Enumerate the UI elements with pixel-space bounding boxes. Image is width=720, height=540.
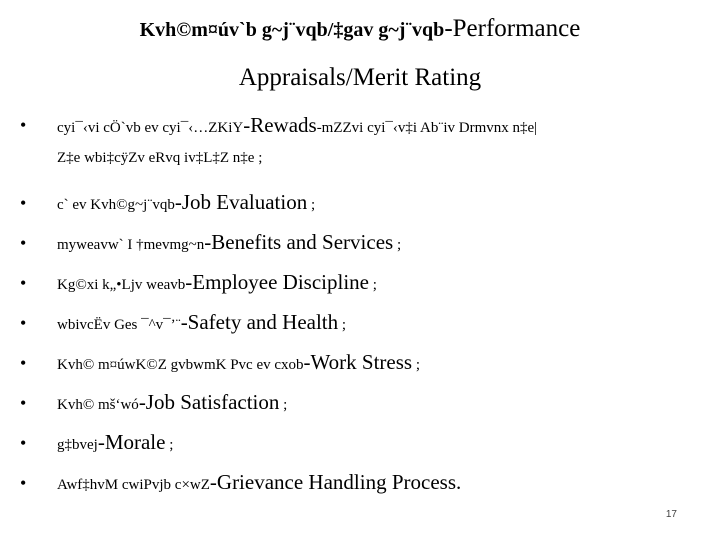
- item-bengali: Kvh© m¤úwK©Z gvbwmK Pvc ev cxob: [57, 356, 304, 373]
- item-english: -Job Evaluation: [174, 189, 308, 214]
- item-english: -Employee Discipline: [185, 269, 369, 294]
- list-item: [12, 183, 702, 223]
- bullet-list: [12, 110, 702, 503]
- item-english: -Grievance Handling Process.: [209, 469, 462, 494]
- item-english: -Safety and Health: [180, 309, 339, 334]
- bullet-icon: •: [20, 473, 27, 493]
- bullet-icon: •: [20, 233, 27, 253]
- item-bengali: c` ev Kvh©g~j¨vqb: [57, 196, 175, 213]
- bullet-icon: •: [20, 273, 27, 293]
- item-english: -Morale: [97, 429, 166, 454]
- item-bengali: cyi¯‹vi cÖ`vb ev cyi¯‹…ZKiY: [57, 120, 244, 136]
- item-bengali-cont: -mZZvi cyi¯‹v‡i Ab¨iv Drmvnx n‡e|: [316, 120, 538, 136]
- item-english: -Benefits and Services: [204, 229, 394, 254]
- item-end: ;: [307, 196, 316, 213]
- item-bengali: Kg©xi k„•Ljv weavb: [57, 276, 186, 293]
- item-end: ;: [412, 356, 421, 373]
- page-number: 17: [665, 509, 677, 520]
- list-item: [12, 423, 702, 463]
- title-bengali: Kvh©m¤úv`b g~j¨vqb/‡gav g~j¨vqb: [139, 19, 445, 41]
- list-item: [12, 383, 702, 423]
- item-bengali: myweavw` I †mevmg~n: [57, 236, 205, 253]
- title-english-part2: Appraisals/Merit Rating: [238, 64, 482, 91]
- bullet-icon: •: [20, 115, 27, 135]
- item-bengali: Kvh© mš‘wó: [57, 396, 139, 413]
- item-bengali: Awf‡hvM cwiPvjb c×wZ: [57, 476, 210, 493]
- item-english: -Rewads: [243, 113, 317, 137]
- list-item: [12, 110, 702, 173]
- item-end: ;: [369, 276, 377, 293]
- item-end: ;: [279, 396, 288, 413]
- list-item: [12, 223, 702, 263]
- bullet-icon: •: [20, 313, 27, 333]
- item-bengali: g‡bvej: [57, 436, 98, 453]
- item-end: ;: [393, 236, 402, 253]
- bullet-icon: •: [20, 433, 27, 453]
- title-english-part1: -Performance: [444, 15, 581, 42]
- list-item: [12, 463, 702, 503]
- item-bengali: wbivcËv Ges ¯^v¯’¨: [57, 316, 181, 333]
- item-english: -Work Stress: [303, 349, 413, 374]
- item-english: -Job Satisfaction: [138, 389, 280, 414]
- list-item: [12, 303, 702, 343]
- list-item: [12, 343, 702, 383]
- item-bengali-line2: Z‡e wbi‡cÿZv eRvq iv‡L‡Z n‡e ;: [57, 150, 263, 166]
- bullet-icon: •: [20, 393, 27, 413]
- item-end: ;: [165, 436, 174, 453]
- slide-title: [40, 10, 680, 97]
- item-end: ;: [338, 316, 347, 333]
- list-item: [12, 263, 702, 303]
- bullet-icon: •: [20, 193, 27, 213]
- bullet-icon: •: [20, 353, 27, 373]
